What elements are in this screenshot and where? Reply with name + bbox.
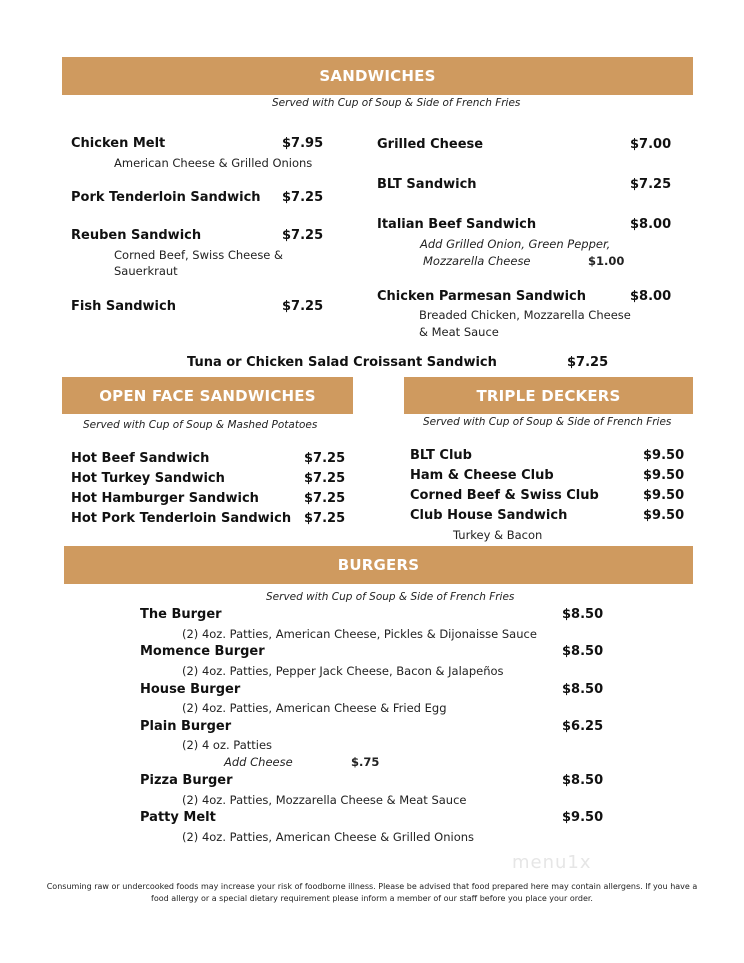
menu-item-description: (2) 4oz. Patties, American Cheese, Pickles & Dijonaisse Sauce [182, 627, 537, 641]
menu-item-price: $8.50 [562, 682, 604, 697]
menu-item-name: Pork Tenderloin Sandwich [71, 190, 261, 205]
allergen-disclaimer: Consuming raw or undercooked foods may increase your risk of foodborne illness. Please be advised that food prepared here may contain allergens. If you have a food allergy or a special dietary requirement please inform a member of our staff before you place your order. [46, 882, 698, 903]
menu-item-description: Corned Beef, Swiss Cheese & [114, 248, 284, 262]
open-face-header [62, 377, 353, 414]
menu-item-price: $8.50 [562, 644, 604, 659]
menu-item-description: Add Grilled Onion, Green Pepper, [420, 237, 611, 251]
menu-item-name: Chicken Parmesan Sandwich [377, 289, 586, 304]
menu-item-name: Reuben Sandwich [71, 228, 202, 243]
menu-item-description: & Meat Sauce [419, 325, 499, 339]
menu-item-description: (2) 4oz. Patties, Mozzarella Cheese & Meat Sauce [182, 793, 467, 807]
menu-item-price: $9.50 [562, 810, 604, 825]
addon-label: Add Cheese [224, 755, 293, 769]
menu-item-name: Fish Sandwich [71, 299, 176, 314]
menu-item-name: Grilled Cheese [377, 137, 484, 152]
sandwiches-subtitle: Served with Cup of Soup & Side of French Fries [272, 97, 521, 109]
addon-price: $.75 [351, 755, 380, 769]
menu-item-name: Hot Pork Tenderloin Sandwich [71, 511, 292, 526]
menu-item-price: $7.25 [304, 471, 346, 486]
menu-item-price: $9.50 [643, 488, 685, 503]
menu-item-name: Plain Burger [140, 719, 232, 734]
menu-item-price: $9.50 [643, 468, 685, 483]
menu-item-description: American Cheese & Grilled Onions [114, 156, 313, 170]
menu-item-name: Hot Beef Sandwich [71, 451, 210, 466]
menu-item-price: $7.25 [304, 491, 346, 506]
burgers-subtitle: Served with Cup of Soup & Side of French Fries [266, 591, 515, 603]
sandwiches-header [62, 57, 693, 95]
menu-item-price: $8.50 [562, 607, 604, 622]
menu-item-price: $7.25 [282, 299, 324, 314]
menu-item-price: $9.50 [643, 508, 685, 523]
menu-item-name: Pizza Burger [140, 773, 233, 788]
menu-item-price: $7.95 [282, 136, 324, 151]
menu-item-price: $7.25 [282, 190, 324, 205]
menu-item-description: (2) 4oz. Patties, American Cheese & Fried Egg [182, 701, 447, 715]
burgers-header [64, 546, 693, 584]
open-face-title: OPEN FACE SANDWICHES [99, 386, 316, 405]
menu-item-name: Hot Hamburger Sandwich [71, 491, 259, 506]
menu-item-name: Italian Beef Sandwich [377, 217, 537, 232]
menu-item-description: Mozzarella Cheese [423, 254, 531, 268]
menu-item-name: House Burger [140, 682, 241, 697]
burgers-title: BURGERS [337, 556, 420, 574]
addon-price: $1.00 [588, 254, 625, 268]
menu-item-price: $7.25 [567, 355, 609, 370]
triple-deckers-title: TRIPLE DECKERS [476, 386, 621, 405]
menu-item-price: $8.50 [562, 773, 604, 788]
menu-item-name: Chicken Melt [71, 136, 166, 151]
menu-item-name: Tuna or Chicken Salad Croissant Sandwich [187, 355, 497, 370]
menu-item-description: Sauerkraut [114, 264, 178, 278]
menu-item-price: $9.50 [643, 448, 685, 463]
menu-item-name: Ham & Cheese Club [410, 468, 554, 483]
triple-deckers-header [404, 377, 693, 414]
menu-item-name: BLT Club [410, 448, 472, 463]
menu-item-name: The Burger [140, 607, 222, 622]
sandwiches-title: SANDWICHES [319, 67, 436, 85]
menu-item-description: Turkey & Bacon [453, 528, 543, 542]
menu-item-price: $6.25 [562, 719, 604, 734]
menu-item-name: Club House Sandwich [410, 508, 568, 523]
menu-item-name: Corned Beef & Swiss Club [410, 488, 599, 503]
menu-item-price: $8.00 [630, 217, 672, 232]
menu-item-description: (2) 4 oz. Patties [182, 738, 273, 752]
menu-item-price: $7.25 [304, 451, 346, 466]
menu-item-price: $7.25 [630, 177, 672, 192]
menu-item-name: Momence Burger [140, 644, 265, 659]
watermark: menu1x [512, 852, 592, 873]
menu-item-name: Hot Turkey Sandwich [71, 471, 225, 486]
menu-item-price: $8.00 [630, 289, 672, 304]
menu-item-price: $7.25 [282, 228, 324, 243]
menu-item-price: $7.25 [304, 511, 346, 526]
menu-item-description: (2) 4oz. Patties, American Cheese & Grilled Onions [182, 830, 475, 844]
open-face-subtitle: Served with Cup of Soup & Mashed Potatoes [83, 419, 318, 431]
menu-item-description: (2) 4oz. Patties, Pepper Jack Cheese, Bacon & Jalapeños [182, 664, 504, 678]
menu-item-name: BLT Sandwich [377, 177, 477, 192]
triple-deckers-subtitle: Served with Cup of Soup & Side of French Fries [423, 416, 672, 428]
menu-item-description: Breaded Chicken, Mozzarella Cheese [419, 308, 631, 322]
menu-item-name: Patty Melt [140, 810, 216, 825]
menu-item-price: $7.00 [630, 137, 672, 152]
